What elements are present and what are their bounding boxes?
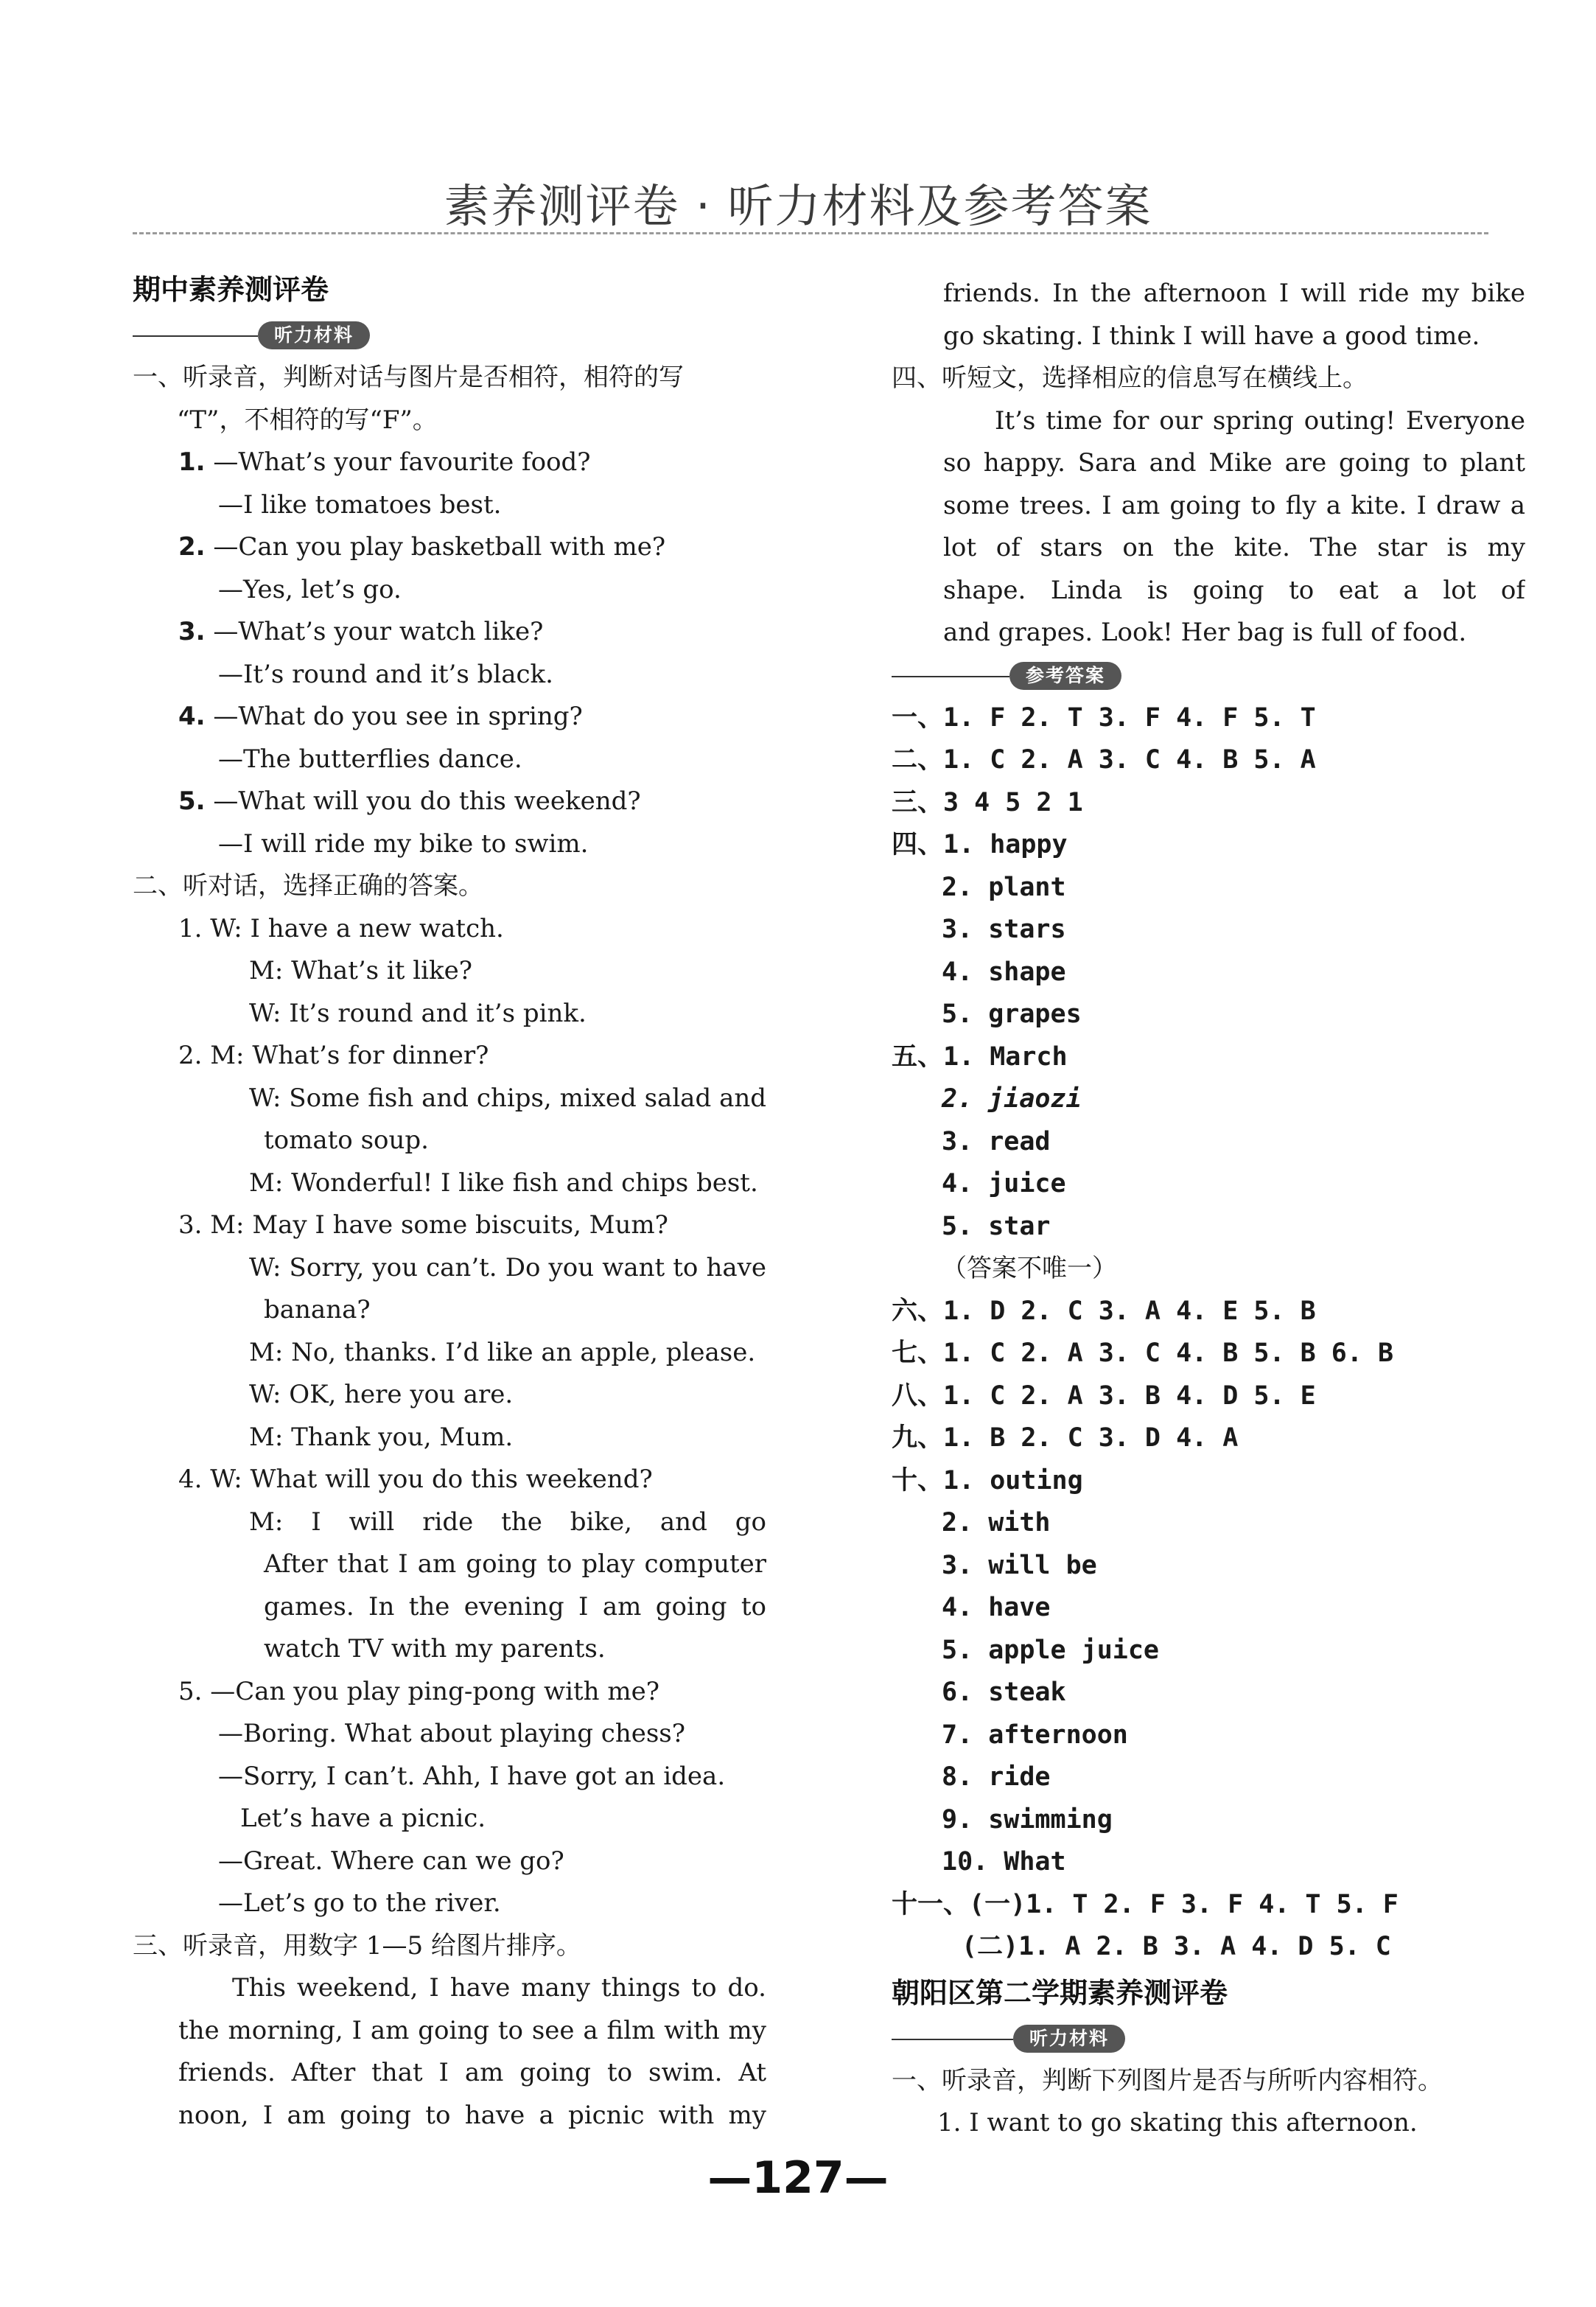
answer-row: 4. juice (942, 1169, 1066, 1198)
s2-q1-item: 1. I want to go skating this afternoon. (937, 2108, 1418, 2137)
listening-badge: 听力材料 (258, 321, 370, 349)
listening-badge-row (133, 314, 766, 357)
q2-heading: 二、听对话，选择正确的答案。 (133, 871, 483, 901)
q4-heading: 四、听短文，选择相应的信息写在横线上。 (892, 363, 1368, 393)
answer-row: 10. What (942, 1847, 1066, 1877)
dialog-line: 3. M: May I have some biscuits, Mum? (178, 1210, 668, 1240)
passage-line: shape. Linda is going to eat a lot of (943, 575, 1525, 605)
dialog-line: —Let’s go to the river. (218, 1888, 501, 1918)
answer-row: 二、1. C 2. A 3. C 4. B 5. A (892, 745, 1316, 775)
listening-badge-row-2 (892, 2017, 1525, 2060)
q1-heading: 一、听录音，判断对话与图片是否相符，相符的写 (133, 363, 684, 392)
q1-item-reply: —I like tomatoes best. (218, 489, 502, 520)
answer-row: 9. swimming (942, 1804, 1113, 1835)
passage-line: It’s time for our spring outing! Everyone (995, 405, 1525, 436)
item-number: 1. (178, 447, 206, 477)
answer-row: 5. star (942, 1211, 1051, 1241)
item-number: 3. (178, 617, 206, 646)
dialog-line: W: Sorry, you can’t. Do you want to have (249, 1252, 766, 1282)
passage-line: so happy. Sara and Mike are going to plant (943, 448, 1525, 478)
title-divider (133, 232, 1488, 234)
q1-item-reply: —The butterflies dance. (218, 744, 522, 774)
answer-row: 7. afternoon (942, 1720, 1128, 1750)
dialog-line: 2. M: What’s for dinner? (178, 1041, 489, 1070)
answer-row: 2. plant (942, 872, 1066, 902)
passage-line: friends. After that I am going to swim. At (178, 2058, 766, 2087)
dialog-line: W: Some fish and chips, mixed salad and (249, 1083, 766, 1113)
answer-row: 八、1. C 2. A 3. B 4. D 5. E (892, 1381, 1316, 1411)
dialog-line: 5. —Can you play ping-pong with me? (178, 1676, 659, 1706)
item-number: 2. (178, 532, 206, 562)
left-column (133, 265, 766, 2137)
passage-line: the morning, I am going to see a film with my (178, 2015, 766, 2045)
section-heading-midterm: 期中素养测评卷 (133, 273, 329, 306)
item-text: —What’s your favourite food? (213, 447, 591, 477)
answer-row: 3. read (942, 1126, 1051, 1156)
section-heading-chaoyang: 朝阳区第二学期素养测评卷 (892, 1976, 1228, 2009)
q1-item-reply: —Yes, let’s go. (218, 574, 402, 604)
dialog-line: —Boring. What about playing chess? (218, 1719, 685, 1748)
q1-heading-cont: “T”，不相符的写“F”。 (177, 405, 438, 435)
dialog-line: After that I am going to play computer (264, 1549, 766, 1579)
q1-item-reply: —It’s round and it’s black. (218, 659, 553, 689)
dialog-line: watch TV with my parents. (264, 1634, 606, 1664)
dialog-line: 4. W: What will you do this weekend? (178, 1465, 653, 1494)
badge-rule (133, 335, 258, 337)
dialog-line: M: I will ride the bike, and go (249, 1507, 766, 1537)
answer-note: （答案不唯一） (942, 1254, 1117, 1283)
answer-row: 五、1. March (892, 1041, 1068, 1072)
answers-badge-row (892, 655, 1525, 697)
item-text: —Can you play basketball with me? (213, 532, 666, 562)
q1-item (133, 611, 766, 654)
answer-row: 一、1. F 2. T 3. F 4. F 5. T (892, 702, 1316, 733)
dialog-line: Let’s have a picnic. (240, 1804, 486, 1833)
answer-row: (二)1. A 2. B 3. A 4. D 5. C (962, 1932, 1391, 1961)
answer-row: 六、1. D 2. C 3. A 4. E 5. B (892, 1296, 1316, 1326)
dialog-line: tomato soup. (264, 1125, 429, 1155)
dialog-line: —Great. Where can we go? (218, 1846, 564, 1876)
dialog-line: W: It’s round and it’s pink. (249, 998, 587, 1028)
right-column (892, 273, 1525, 2145)
answer-row: 九、1. B 2. C 3. D 4. A (892, 1423, 1239, 1453)
answer-row: 6. steak (942, 1678, 1066, 1707)
passage-line: lot of stars on the kite. The star is my (943, 533, 1525, 562)
s2-q1-heading: 一、听录音，判断下列图片是否与所听内容相符。 (892, 2065, 1443, 2095)
badge-rule (892, 2039, 1013, 2040)
answer-row: 三、3 4 5 2 1 (892, 787, 1083, 817)
dialog-line: M: Thank you, Mum. (249, 1422, 514, 1452)
item-number: 4. (178, 702, 206, 731)
dialog-line: M: No, thanks. I’d like an apple, please. (249, 1337, 756, 1367)
dialog-line: W: OK, here you are. (249, 1380, 514, 1409)
q1-item-reply: —I will ride my bike to swim. (218, 828, 589, 859)
item-text: —What do you see in spring? (213, 702, 583, 731)
answer-row: 十、1. outing (892, 1465, 1083, 1495)
answers-badge: 参考答案 (1009, 662, 1121, 690)
page-title: 素养测评卷 · 听力材料及参考答案 (444, 179, 1152, 233)
dialog-line: M: What’s it like? (249, 956, 472, 985)
dialog-line: games. In the evening I am going to (264, 1591, 766, 1622)
item-text: —What’s your watch like? (213, 617, 544, 646)
item-text: —What will you do this weekend? (213, 786, 641, 816)
answer-row: 4. have (942, 1593, 1051, 1622)
page-number: —127— (707, 2152, 889, 2204)
passage-line: This weekend, I have many things to do. (232, 1973, 766, 2003)
answer-row: 3. stars (942, 915, 1066, 944)
dialog-line: —Sorry, I can’t. Ahh, I have got an idea. (218, 1761, 726, 1791)
q1-item (133, 781, 766, 823)
answer-row: 5. apple juice (942, 1635, 1160, 1665)
answer-row: 七、1. C 2. A 3. C 4. B 5. B 6. B (892, 1339, 1394, 1368)
dialog-line: banana? (264, 1295, 371, 1324)
answer-row: 2. jiaozi (942, 1084, 1082, 1114)
answer-row: 4. shape (942, 957, 1066, 987)
q1-item (133, 526, 766, 569)
answer-row: 8. ride (942, 1762, 1051, 1792)
passage-line: noon, I am going to have a picnic with my (178, 2100, 766, 2130)
listening-badge: 听力材料 (1013, 2025, 1125, 2053)
passage-line: and grapes. Look! Her bag is full of food. (943, 618, 1467, 647)
passage-line: go skating. I think I will have a good time. (943, 321, 1480, 351)
answer-row: 2. with (942, 1508, 1051, 1538)
passage-line: friends. In the afternoon I will ride my bike (943, 279, 1525, 308)
item-number: 5. (178, 786, 206, 816)
dialog-line: M: Wonderful! I like fish and chips best. (249, 1168, 758, 1198)
q3-heading: 三、听录音，用数字 1—5 给图片排序。 (133, 1930, 581, 1961)
passage-line: some trees. I am going to fly a kite. I draw a (943, 490, 1525, 520)
q1-item (133, 441, 766, 484)
badge-rule (892, 676, 1009, 677)
answer-row: 5. grapes (942, 999, 1082, 1029)
dialog-line: 1. W: I have a new watch. (178, 913, 504, 943)
answer-row: 3. will be (942, 1550, 1097, 1580)
answer-row: 十一、(一)1. T 2. F 3. F 4. T 5. F (892, 1889, 1399, 1919)
answer-row: 四、1. happy (892, 830, 1068, 859)
q1-item (133, 696, 766, 739)
